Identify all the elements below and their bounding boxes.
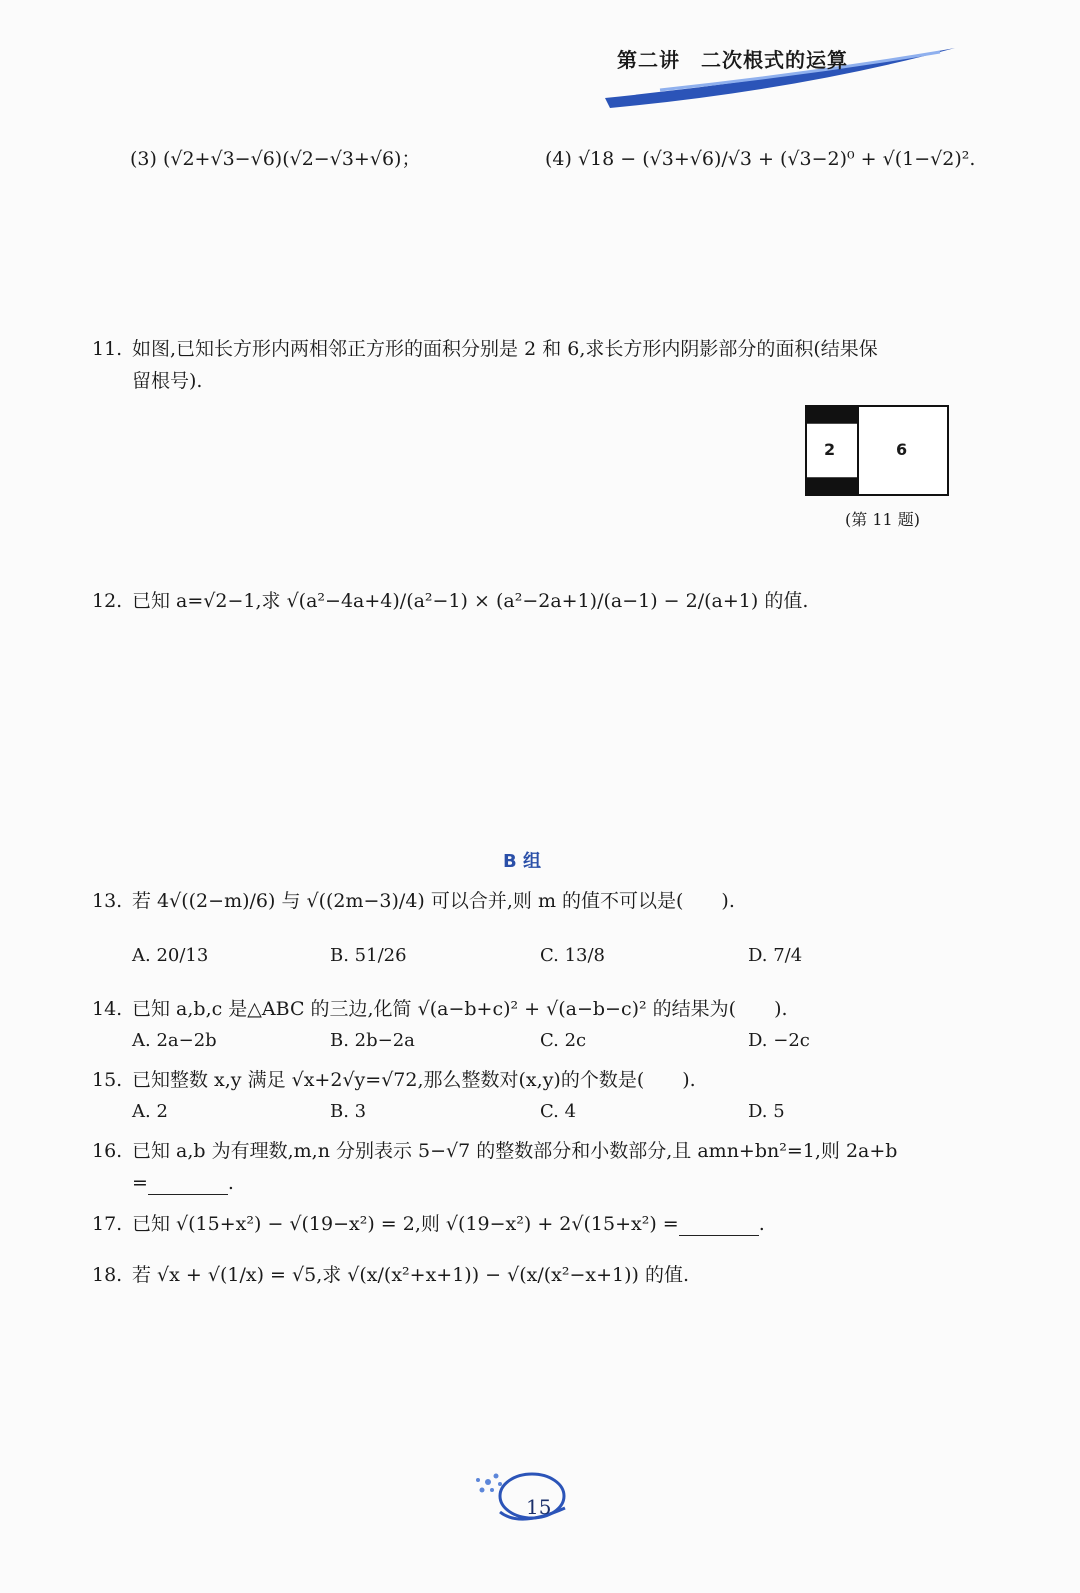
- question-13-option-c: C. 13/8: [540, 945, 605, 966]
- question-18-number: 18.: [92, 1264, 123, 1286]
- figure-caption: (第 11 题): [845, 510, 921, 529]
- question-18-text: 若 √x + √(1/x) = √5,求 √(x/(x²+x+1)) − √(x/(x²−x+1)) 的值.: [132, 1264, 690, 1286]
- question-16-equals: =: [132, 1172, 148, 1194]
- question-15-option-d: D. 5: [748, 1101, 785, 1122]
- chapter-title: 第二讲 二次根式的运算: [617, 48, 848, 72]
- question-17-line: 已知 √(15+x²) − √(19−x²) = 2,则 √(19−x²) + 2√(15+x²) = .: [132, 1213, 765, 1235]
- page-number-ornament: [470, 1460, 580, 1530]
- question-14-option-a: A. 2a−2b: [132, 1030, 217, 1051]
- question-15-option-b: B. 3: [330, 1101, 367, 1122]
- question-14-option-b: B. 2b−2a: [330, 1030, 415, 1051]
- question-17-number: 17.: [92, 1213, 123, 1235]
- question-17-text: 已知 √(15+x²) − √(19−x²) = 2,则 √(19−x²) + 2√(15+x²) =: [132, 1213, 679, 1235]
- page-number: 15: [526, 1495, 552, 1519]
- answer-blank-17: [679, 1217, 759, 1236]
- question-14-number: 14.: [92, 998, 123, 1020]
- question-13-number: 13.: [92, 890, 123, 912]
- question-16-line1: 已知 a,b 为有理数,m,n 分别表示 5−√7 的整数部分和小数部分,且 amn+bn²=1,则 2a+b: [132, 1140, 898, 1162]
- problem-10-item-3: (3) (√2+√3−√6)(√2−√3+√6)；: [130, 148, 421, 170]
- question-15-number: 15.: [92, 1069, 123, 1091]
- question-15-option-a: A. 2: [132, 1101, 168, 1122]
- question-11-number: 11.: [92, 338, 123, 360]
- question-12-number: 12.: [92, 590, 123, 612]
- question-14-option-d: D. −2c: [748, 1030, 810, 1051]
- question-16-line2: = .: [132, 1172, 234, 1194]
- problem-10-item-4: (4) √18 − (√3+√6)/√3 + (√3−2)⁰ + √(1−√2)².: [545, 148, 976, 170]
- figure-small-square-label: 2: [824, 440, 836, 459]
- question-14-text: 已知 a,b,c 是△ABC 的三边,化简 √(a−b+c)² + √(a−b−c)² 的结果为( ).: [132, 998, 788, 1020]
- question-13-option-a: A. 20/13: [132, 945, 209, 966]
- question-13-option-d: D. 7/4: [748, 945, 803, 966]
- group-b-title: B 组: [503, 851, 541, 872]
- question-11-line2: 留根号).: [132, 370, 203, 392]
- question-15-text: 已知整数 x,y 满足 √x+2√y=√72,那么整数对(x,y)的个数是( ).: [132, 1069, 696, 1091]
- question-13-option-b: B. 51/26: [330, 945, 407, 966]
- answer-blank-16: [148, 1176, 228, 1195]
- question-14-option-c: C. 2c: [540, 1030, 587, 1051]
- question-12-text: 已知 a=√2−1,求 √(a²−4a+4)/(a²−1) × (a²−2a+1)/(a−1) − 2/(a+1) 的值.: [132, 590, 809, 612]
- question-16-number: 16.: [92, 1140, 123, 1162]
- question-13-text: 若 4√((2−m)/6) 与 √((2m−3)/4) 可以合并,则 m 的值不可以是( ).: [132, 890, 735, 912]
- question-11-line1: 如图,已知长方形内两相邻正方形的面积分别是 2 和 6,求长方形内阴影部分的面积(结果保: [132, 338, 878, 360]
- figure-large-square-label: 6: [896, 440, 908, 459]
- question-15-option-c: C. 4: [540, 1101, 577, 1122]
